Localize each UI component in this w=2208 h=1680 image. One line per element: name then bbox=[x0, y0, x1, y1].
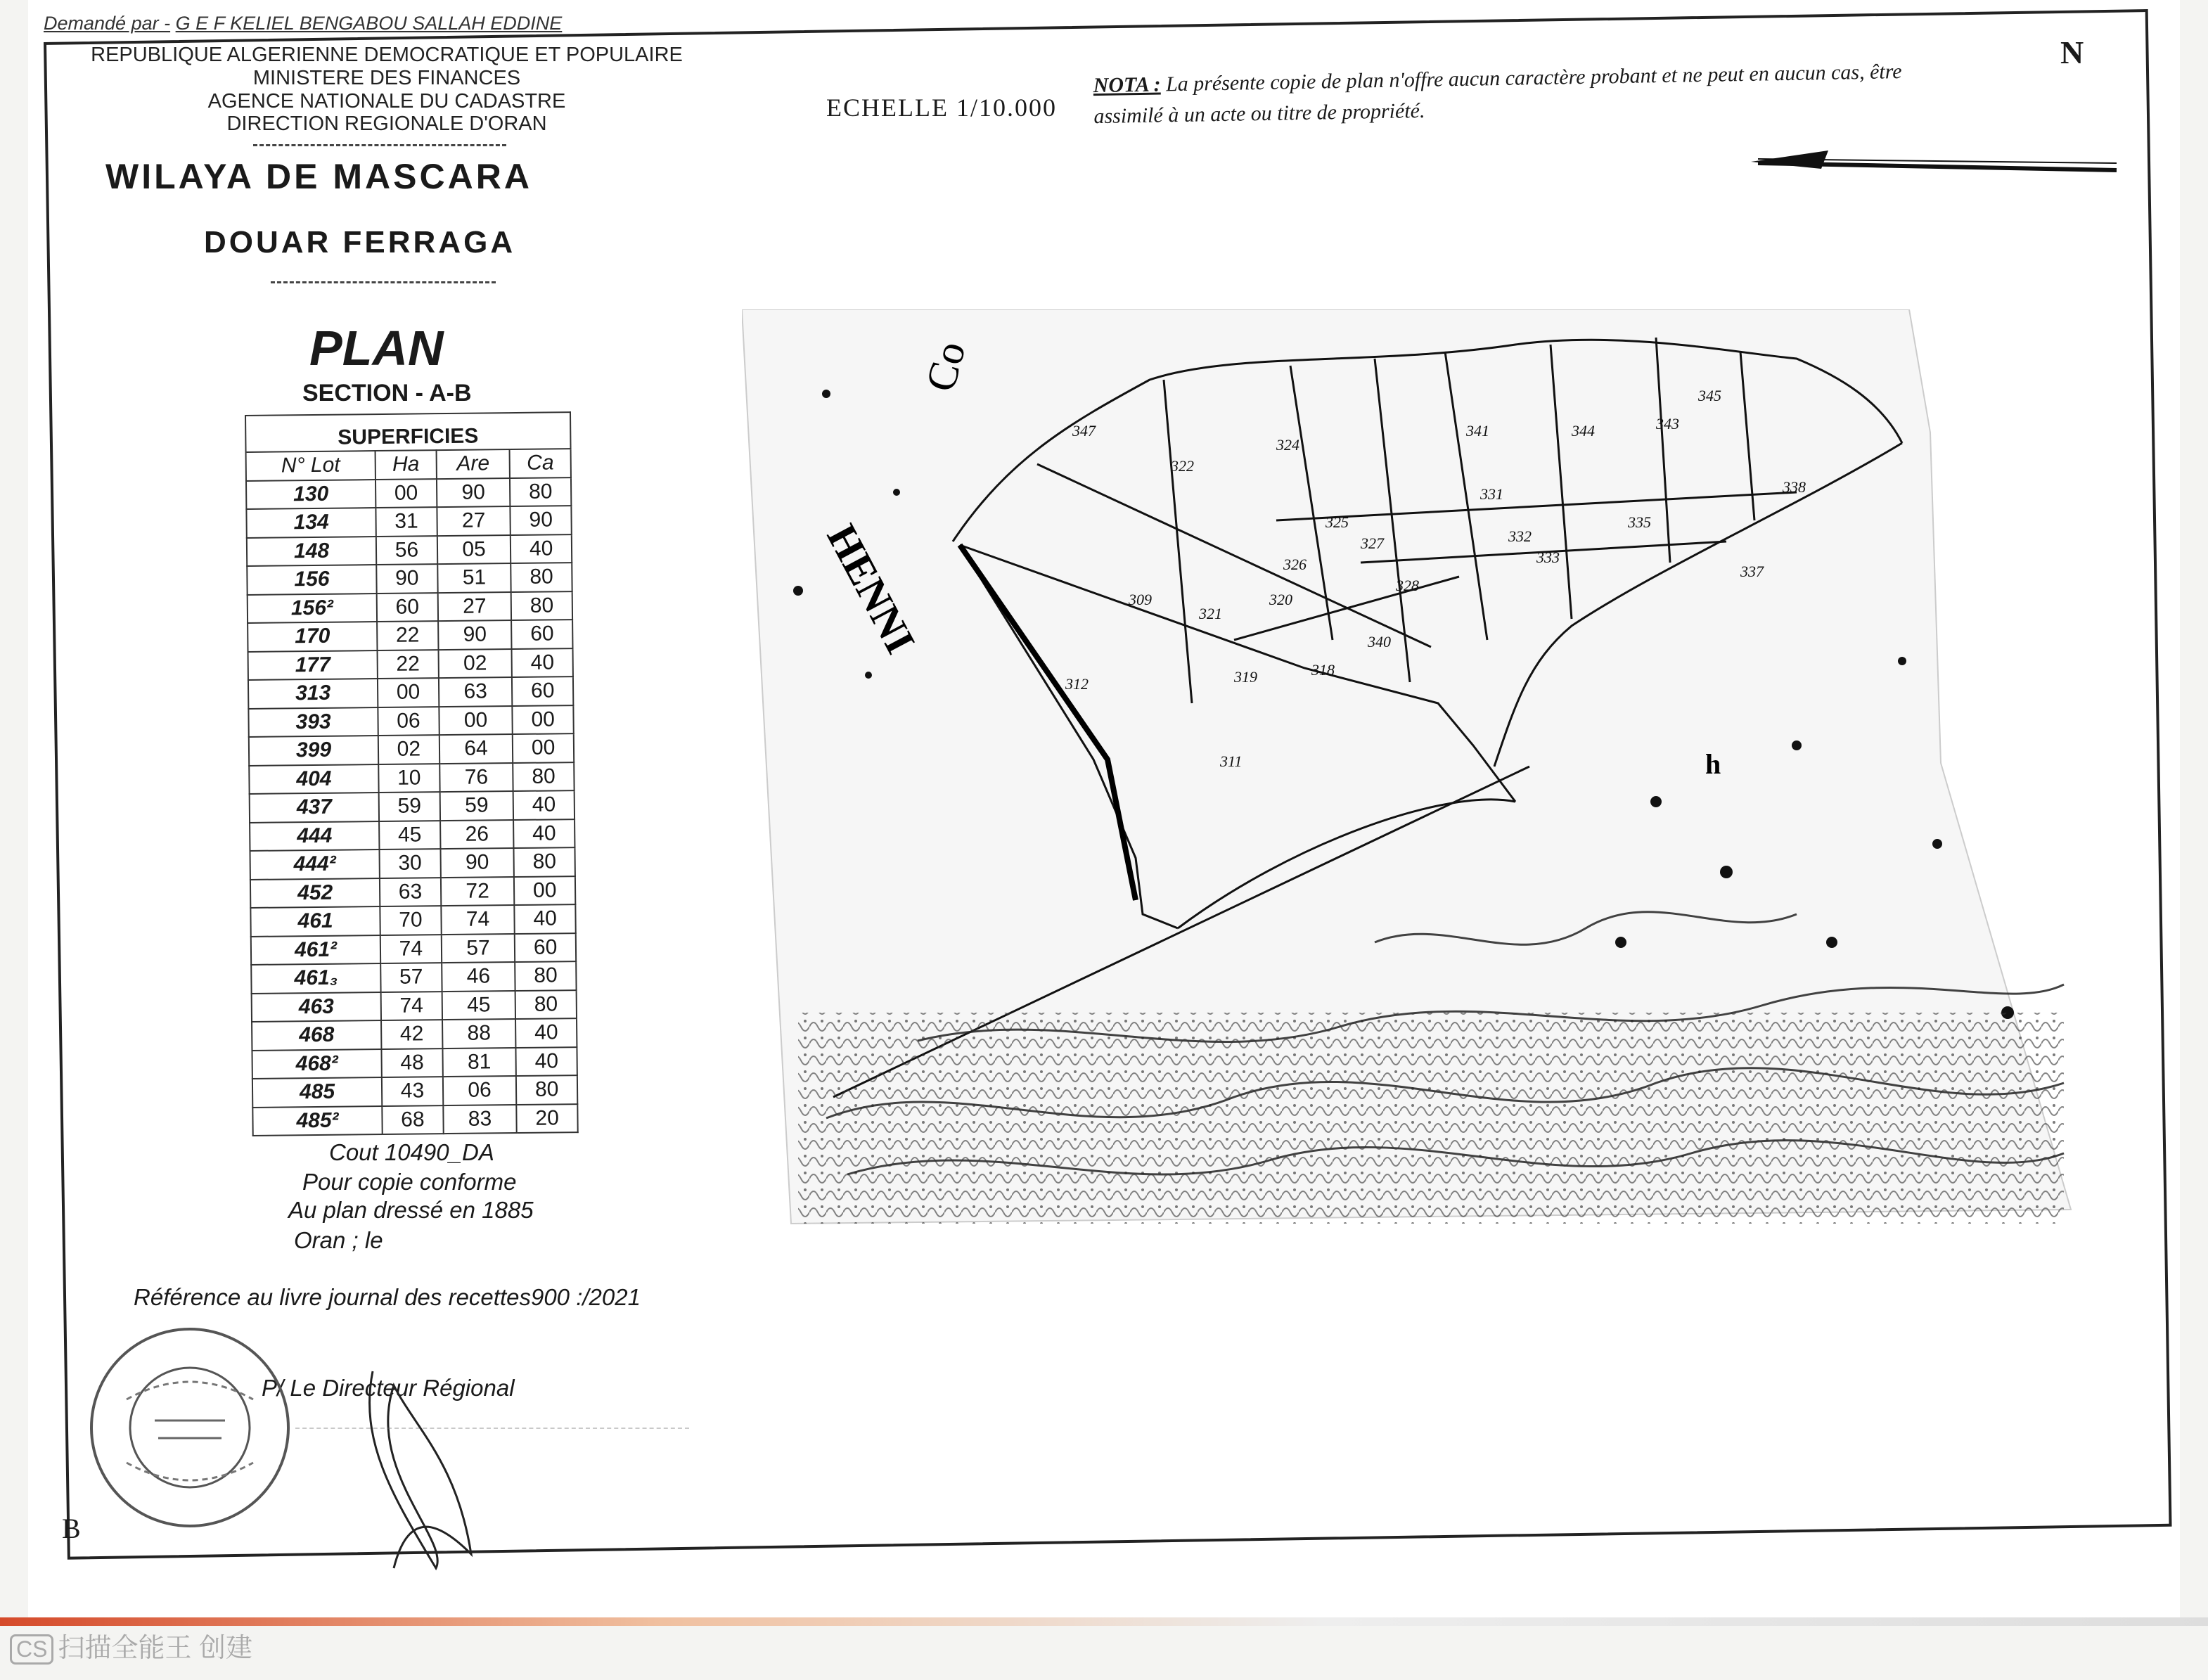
centiares-cell: 40 bbox=[513, 790, 575, 819]
ares-cell: 64 bbox=[439, 734, 513, 764]
ares-cell: 72 bbox=[441, 877, 515, 906]
surface-area-table bbox=[245, 411, 579, 1136]
ares-cell: 26 bbox=[440, 820, 514, 849]
parcel-number: 312 bbox=[1065, 675, 1089, 693]
douar-title: DOUAR FERRAGA bbox=[204, 225, 516, 259]
corner-letter-b: B bbox=[62, 1513, 81, 1544]
place-date-label: Oran ; le bbox=[294, 1227, 383, 1253]
note-label: NOTA : bbox=[1093, 72, 1161, 98]
table-row bbox=[246, 477, 571, 509]
parcel-number: 319 bbox=[1234, 668, 1257, 686]
parcel-number: 332 bbox=[1508, 527, 1532, 545]
table-row bbox=[251, 961, 576, 993]
map-label-h: h bbox=[1705, 748, 1721, 780]
centiares-cell: 40 bbox=[513, 819, 575, 848]
cost-label: Cout 10490_DA bbox=[329, 1139, 494, 1165]
note-text: La présente copie de plan n'offre aucun caractère probant et ne peut en aucun cas, être assimilé à un acte ou titre de propriété. bbox=[1093, 60, 1902, 129]
lot-number-cell: 463 bbox=[252, 992, 381, 1022]
plan-title: PLAN bbox=[309, 321, 444, 376]
requested-by-label: Demandé par - bbox=[44, 13, 171, 34]
requested-by bbox=[44, 13, 562, 34]
lot-number-cell: 485² bbox=[252, 1106, 382, 1136]
hectares-cell: 70 bbox=[380, 906, 441, 935]
parcel-number: 320 bbox=[1269, 591, 1292, 608]
parcel-number: 333 bbox=[1536, 549, 1560, 566]
hectares-cell: 60 bbox=[377, 593, 438, 622]
centiares-cell: 80 bbox=[511, 591, 572, 620]
hectares-cell: 48 bbox=[382, 1049, 443, 1077]
centiares-cell: 80 bbox=[513, 762, 574, 791]
centiares-cell: 40 bbox=[511, 534, 572, 563]
table-row bbox=[252, 1104, 577, 1136]
hectares-cell: 10 bbox=[378, 764, 439, 793]
parcel-number: 321 bbox=[1199, 605, 1222, 622]
parcel-number: 335 bbox=[1628, 513, 1651, 531]
hectares-cell: 00 bbox=[376, 479, 437, 508]
parcel-number: 345 bbox=[1698, 387, 1721, 404]
scanner-watermark-text: 扫描全能王 创建 bbox=[58, 1634, 253, 1663]
table-row bbox=[249, 762, 574, 794]
hectares-cell: 00 bbox=[378, 678, 439, 707]
certified-copy-label: Pour copie conforme bbox=[302, 1169, 517, 1195]
ares-cell: 45 bbox=[442, 991, 515, 1020]
parcel-number: 327 bbox=[1361, 534, 1384, 552]
header-divider bbox=[253, 144, 506, 146]
column-header-ca: Ca bbox=[510, 449, 571, 477]
lot-number-cell: 437 bbox=[250, 793, 379, 822]
lot-number-cell: 461 bbox=[250, 906, 380, 936]
table-row bbox=[251, 933, 576, 965]
centiares-cell: 80 bbox=[510, 477, 571, 506]
parcel-number: 326 bbox=[1283, 556, 1307, 573]
lot-number-cell: 485 bbox=[252, 1077, 382, 1107]
parcel-number: 338 bbox=[1783, 478, 1806, 496]
lot-number-cell: 461₃ bbox=[251, 963, 380, 993]
ares-cell: 57 bbox=[441, 934, 515, 963]
scanner-logo: CS bbox=[10, 1634, 53, 1665]
scale-label: ECHELLE 1/10.000 bbox=[826, 94, 1057, 122]
ares-cell: 74 bbox=[441, 905, 515, 935]
lot-number-cell: 177 bbox=[248, 650, 378, 680]
column-header-ha: Ha bbox=[376, 450, 437, 479]
parcel-number: 318 bbox=[1311, 661, 1335, 679]
hectares-cell: 06 bbox=[378, 707, 439, 736]
section-label: SECTION - A-B bbox=[302, 380, 472, 406]
lot-number-cell: 461² bbox=[251, 935, 380, 965]
hectares-cell: 63 bbox=[380, 878, 441, 906]
centiares-cell: 40 bbox=[512, 648, 573, 677]
hectares-cell: 59 bbox=[379, 792, 440, 821]
table-row bbox=[250, 790, 575, 822]
ares-cell: 81 bbox=[442, 1048, 516, 1077]
journal-reference: Référence au livre journal des recettes900 :/2021 bbox=[134, 1284, 641, 1310]
lot-number-cell: 130 bbox=[246, 480, 376, 509]
centiares-cell: 90 bbox=[511, 506, 572, 534]
table-row bbox=[248, 677, 573, 708]
header-line-2: MINISTERE DES FINANCES bbox=[252, 67, 521, 89]
table-row bbox=[252, 990, 577, 1022]
parcel-number: 325 bbox=[1326, 513, 1349, 531]
lot-number-cell: 393 bbox=[248, 707, 378, 737]
stamp-text-lines bbox=[295, 1428, 689, 1492]
lot-number-cell: 444² bbox=[250, 849, 379, 879]
table-row bbox=[248, 648, 573, 680]
centiares-cell: 40 bbox=[515, 1018, 577, 1047]
ares-cell: 46 bbox=[442, 962, 515, 992]
hectares-cell: 30 bbox=[380, 849, 441, 878]
lot-number-cell: 468 bbox=[252, 1020, 381, 1050]
parcel-number: 324 bbox=[1276, 436, 1299, 454]
centiares-cell: 80 bbox=[516, 1075, 577, 1104]
table-row bbox=[246, 506, 571, 537]
ares-cell: 02 bbox=[438, 649, 512, 679]
centiares-cell: 40 bbox=[515, 904, 576, 933]
wilaya-title: WILAYA DE MASCARA bbox=[105, 157, 532, 196]
centiares-cell: 00 bbox=[514, 876, 575, 905]
centiares-cell: 60 bbox=[515, 933, 576, 962]
ares-cell: 90 bbox=[438, 620, 512, 650]
hectares-cell: 42 bbox=[381, 1020, 442, 1049]
table-row bbox=[250, 847, 575, 879]
scanner-watermark bbox=[10, 1626, 252, 1665]
table-title: SUPERFICIES bbox=[245, 412, 571, 452]
parcel-number: 311 bbox=[1220, 752, 1243, 770]
lot-number-cell: 148 bbox=[247, 537, 376, 566]
lot-number-cell: 170 bbox=[248, 622, 377, 651]
centiares-cell: 80 bbox=[514, 847, 575, 876]
lot-number-cell: 452 bbox=[250, 878, 380, 908]
lot-number-cell: 156 bbox=[247, 565, 376, 594]
parcel-number: 343 bbox=[1656, 415, 1679, 432]
centiares-cell: 40 bbox=[516, 1047, 577, 1076]
centiares-cell: 00 bbox=[513, 705, 574, 734]
centiares-cell: 60 bbox=[512, 677, 573, 705]
north-arrow-icon bbox=[1744, 141, 2124, 183]
lot-number-cell: 134 bbox=[246, 508, 376, 537]
lot-number-cell: 404 bbox=[249, 764, 378, 794]
director-signature-label: P/ Le Directeur Régional bbox=[262, 1375, 515, 1401]
header-line-1: REPUBLIQUE ALGERIENNE DEMOCRATIQUE ET POPULAIRE bbox=[91, 44, 683, 66]
ares-cell: 51 bbox=[437, 563, 511, 593]
ares-cell: 88 bbox=[442, 1019, 516, 1049]
ares-cell: 59 bbox=[439, 791, 513, 821]
lot-number-cell: 444 bbox=[250, 821, 379, 851]
hectares-cell: 56 bbox=[376, 536, 437, 565]
douar-divider bbox=[271, 281, 496, 283]
lot-number-cell: 156² bbox=[248, 594, 377, 623]
column-header-lot: N° Lot bbox=[246, 451, 376, 480]
requested-by-name: G E F KELIEL BENGABOU SALLAH EDDINE bbox=[175, 13, 563, 34]
header-line-3: AGENCE NATIONALE DU CADASTRE bbox=[207, 90, 566, 113]
parcel-number: 341 bbox=[1466, 422, 1489, 440]
centiares-cell: 00 bbox=[513, 733, 574, 762]
official-stamp-icon bbox=[77, 1315, 302, 1540]
ares-cell: 06 bbox=[443, 1076, 517, 1105]
parcel-number: 309 bbox=[1129, 591, 1152, 608]
ares-cell: 05 bbox=[437, 535, 511, 565]
lot-number-cell: 468² bbox=[252, 1049, 381, 1079]
ares-cell: 63 bbox=[439, 677, 513, 707]
map-label-henni: HENNI bbox=[818, 517, 925, 661]
hectares-cell: 02 bbox=[378, 735, 439, 764]
hectares-cell: 31 bbox=[376, 507, 437, 536]
table-row bbox=[252, 1018, 577, 1050]
header-line-4: DIRECTION REGIONALE D'ORAN bbox=[226, 113, 547, 135]
table-row bbox=[248, 705, 573, 737]
centiares-cell: 20 bbox=[517, 1104, 578, 1133]
hectares-cell: 74 bbox=[381, 992, 442, 1020]
ares-cell: 76 bbox=[439, 763, 513, 793]
map-label-co: Co bbox=[916, 336, 975, 397]
cadastral-map bbox=[742, 309, 2120, 1238]
ares-cell: 27 bbox=[437, 506, 511, 536]
lot-number-cell: 313 bbox=[248, 679, 378, 708]
parcel-number: 322 bbox=[1171, 457, 1194, 475]
centiares-cell: 80 bbox=[511, 563, 572, 591]
table-row bbox=[252, 1047, 577, 1079]
ares-cell: 90 bbox=[437, 478, 511, 508]
table-row bbox=[250, 904, 575, 936]
paper-edge bbox=[0, 1617, 2208, 1626]
table-row bbox=[250, 876, 575, 908]
centiares-cell: 80 bbox=[515, 961, 576, 990]
hectares-cell: 68 bbox=[382, 1105, 443, 1134]
table-row bbox=[252, 1075, 577, 1107]
ares-cell: 00 bbox=[439, 706, 513, 736]
hectares-cell: 45 bbox=[379, 821, 440, 849]
table-row bbox=[250, 819, 575, 851]
parcel-number: 344 bbox=[1572, 422, 1595, 440]
north-letter: N bbox=[2060, 34, 2084, 70]
centiares-cell: 80 bbox=[515, 990, 577, 1019]
parcel-number: 328 bbox=[1396, 577, 1419, 594]
ares-cell: 27 bbox=[437, 592, 511, 622]
table-row bbox=[247, 534, 572, 566]
parcel-number: 331 bbox=[1480, 485, 1503, 503]
hectares-cell: 22 bbox=[377, 621, 438, 650]
hectares-cell: 90 bbox=[376, 564, 437, 593]
hectares-cell: 57 bbox=[380, 963, 442, 992]
plan-date-label: Au plan dressé en 1885 bbox=[288, 1197, 534, 1223]
table-row bbox=[249, 733, 574, 765]
centiares-cell: 60 bbox=[511, 620, 572, 648]
column-header-are: Are bbox=[436, 449, 510, 479]
hectares-cell: 74 bbox=[380, 935, 442, 963]
parcel-number: 337 bbox=[1740, 563, 1764, 580]
hectares-cell: 43 bbox=[382, 1077, 443, 1105]
parcel-number: 347 bbox=[1072, 422, 1096, 440]
table-row bbox=[247, 563, 572, 594]
ares-cell: 83 bbox=[443, 1105, 517, 1134]
table-row bbox=[248, 620, 572, 651]
ares-cell: 90 bbox=[440, 848, 514, 878]
hectares-cell: 22 bbox=[378, 650, 439, 679]
table-row bbox=[248, 591, 572, 623]
parcel-number: 340 bbox=[1368, 633, 1391, 650]
lot-number-cell: 399 bbox=[249, 736, 378, 765]
